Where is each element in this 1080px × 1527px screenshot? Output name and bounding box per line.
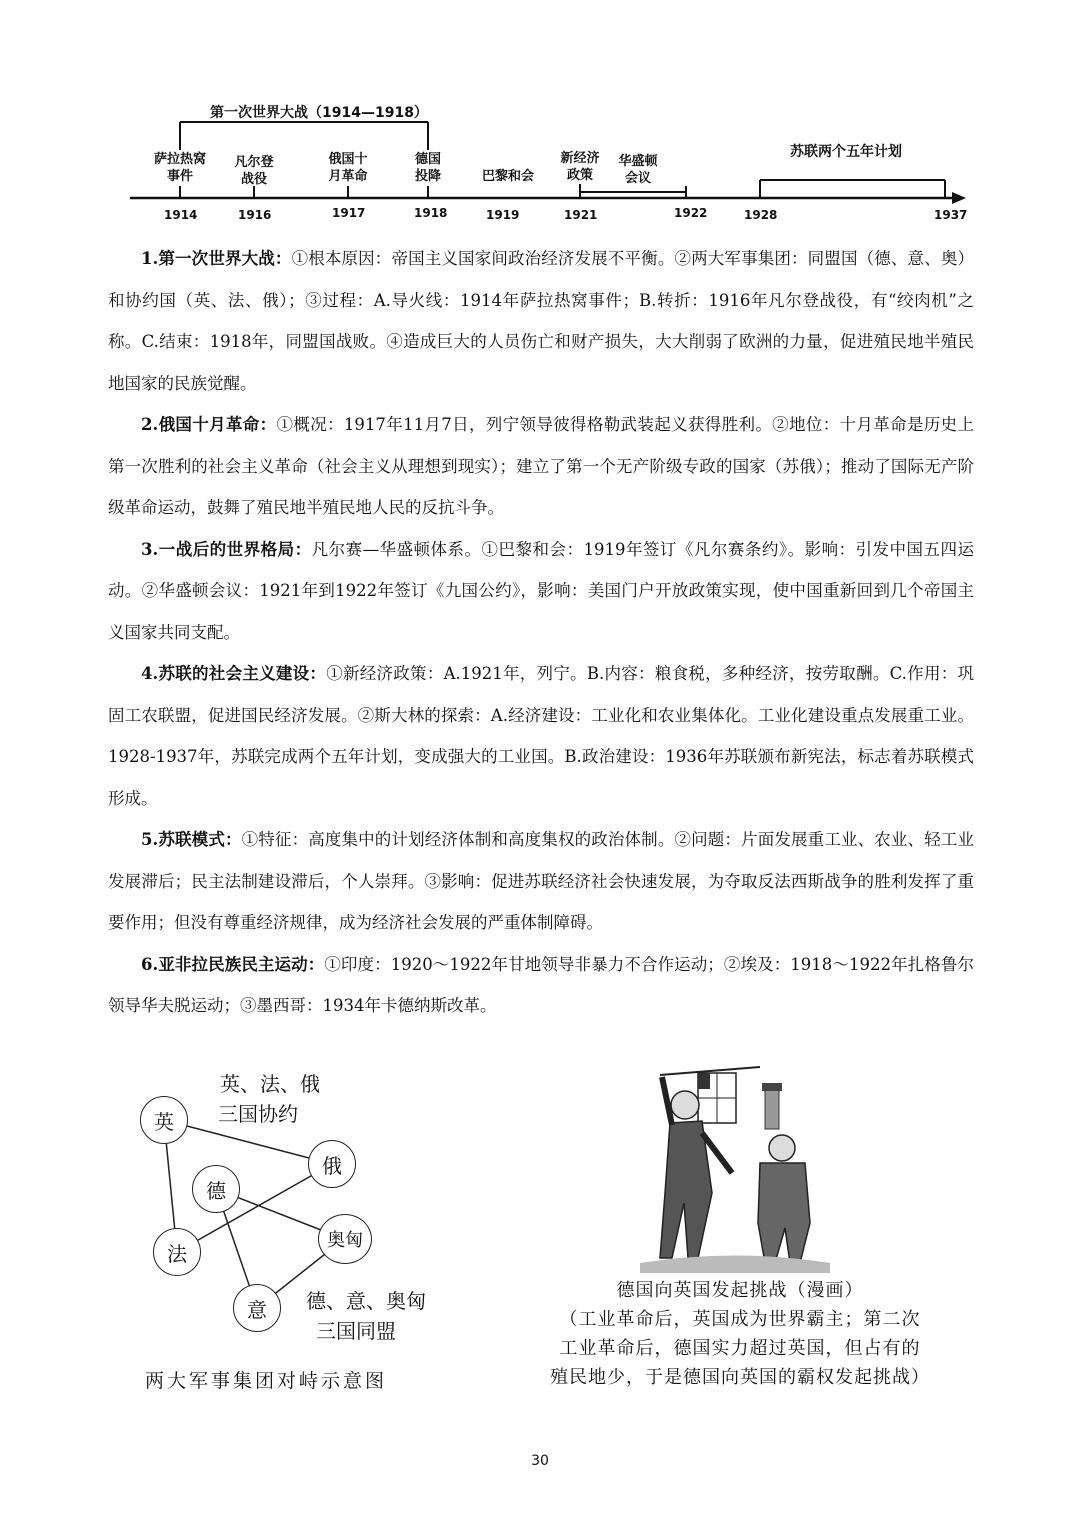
node-britain: 英 — [140, 1096, 188, 1144]
paragraph-soviet-model: 5.苏联模式：①特征：高度集中的计划经济体制和高度集权的政治体制。②问题：片面发展重工业、农业、轻工业发展滞后；民主法制建设滞后，个人崇拜。③影响：促进苏联经济社会快速发展，为夺取反法西斯战争的胜利发挥了重要作用；但没有尊重经济规律，成为经济社会发展的严重体制障碍。 — [108, 830, 975, 932]
paragraph-ww1: 1.第一次世界大战：①根本原因：帝国主义国家间政治经济发展不平衡。②两大军事集团：同盟国（德、意、奥）和协约国（英、法、俄）；③过程：A.导火线：1914年萨拉热窝事件；B.转折：1916年凡尔登战役，有“绞肉机”之称。C.结束：1918年，同盟国战败。④造成巨大的人员伤亡和财产损失，大大削弱了欧洲的力量，促进殖民地半殖民地国家的民族觉醒。 — [108, 249, 974, 393]
timeline — [130, 100, 970, 230]
year-1918: 1918 — [414, 206, 448, 220]
node-italy: 意 — [233, 1284, 281, 1332]
paragraph-soviet-construction: 4.苏联的社会主义建设：①新经济政策：A.1921年，列宁。B.内容：粮食税，多种经济，按劳取酬。C.作用：巩固工农联盟，促进国民经济发展。②斯大林的探索：A.经济建设：工业化和农业集体化。工业化建设重点发展重工业。1928-1937年，苏联完成两个五年计划，变成强大的工业国。B.政治建设：1936年苏联颁布新宪法，标志着苏联模式形成。 — [108, 664, 974, 808]
year-1916: 1916 — [238, 208, 272, 222]
diagram-caption: 两大军事集团对峙示意图 — [145, 1370, 388, 1392]
cartoon-caption-line: 工业革命后，德国实力超过英国，但占有的 — [559, 1338, 921, 1359]
entente-label-name: 三国协约 — [218, 1102, 298, 1126]
event-washington-conference: 华盛顿 会议 — [618, 154, 658, 186]
summary-text — [108, 238, 974, 1027]
cartoon-caption-title: 德国向英国发起挑战（漫画） — [616, 1280, 864, 1301]
node-germany: 德 — [192, 1165, 240, 1213]
year-1922: 1922 — [674, 206, 708, 220]
node-france: 法 — [153, 1228, 201, 1276]
year-1919: 1919 — [486, 208, 520, 222]
five-year-plan-title: 苏联两个五年计划 — [790, 144, 902, 160]
cartoon-drawing — [640, 1063, 830, 1273]
event-sarajevo: 萨拉热窝 事件 — [153, 152, 206, 184]
event-new-economic-policy: 新经济 政策 — [560, 151, 600, 183]
event-paris-conference: 巴黎和会 — [481, 169, 534, 184]
year-1921: 1921 — [564, 208, 598, 222]
paragraph-national-movements: 6.亚非拉民族民主运动：①印度：1920～1922年甘地领导非暴力不合作运动；②埃及：1918～1922年扎格鲁尔领导华夫脱运动；③墨西哥：1934年卡德纳斯改革。 — [108, 954, 974, 1015]
event-october-revolution: 俄国十 月革命 — [328, 152, 368, 184]
cartoon-illustration — [640, 1063, 830, 1273]
central-label-name: 三国同盟 — [316, 1319, 396, 1343]
year-1914: 1914 — [164, 208, 198, 222]
paragraph-postwar-order: 3.一战后的世界格局：凡尔赛—华盛顿体系。①巴黎和会：1919年签订《凡尔赛条约》。影响：引发中国五四运动。②华盛顿会议：1921年到1922年签订《九国公约》，影响：美国门户开放政策实现，使中国重新回到几个帝国主义国家共同支配。 — [108, 539, 974, 642]
cartoon-caption-line: 殖民地少，于是德国向英国的霸权发起挑战） — [550, 1367, 930, 1388]
year-1917: 1917 — [332, 206, 366, 220]
year-1937: 1937 — [934, 208, 968, 222]
central-label-countries: 德、意、奥匈 — [306, 1289, 426, 1313]
alliance-diagram — [120, 1065, 450, 1395]
year-1928: 1928 — [744, 208, 778, 222]
event-german-surrender: 德国 投降 — [414, 152, 441, 184]
ww1-title: 第一次世界大战（1914—1918） — [210, 105, 428, 121]
event-verdun: 凡尔登 战役 — [234, 155, 274, 187]
cartoon-caption — [520, 1276, 960, 1392]
page-number: 30 — [531, 1453, 549, 1469]
paragraph-october-revolution: 2.俄国十月革命：①概况：1917年11月7日，列宁领导彼得格勒武装起义获得胜利。②地位：十月革命是历史上第一次胜利的社会主义革命（社会主义从理想到现实）；建立了第一个无产阶级专政的国家（苏俄）；推动了国际无产阶级革命运动，鼓舞了殖民地半殖民地人民的反抗斗争。 — [108, 415, 974, 517]
node-austria-hungary: 奥匈 — [318, 1214, 372, 1264]
entente-label-countries: 英、法、俄 — [220, 1072, 320, 1096]
node-russia: 俄 — [308, 1140, 356, 1188]
cartoon-caption-line: （工业革命后，英国成为世界霸主；第二次 — [559, 1309, 921, 1330]
